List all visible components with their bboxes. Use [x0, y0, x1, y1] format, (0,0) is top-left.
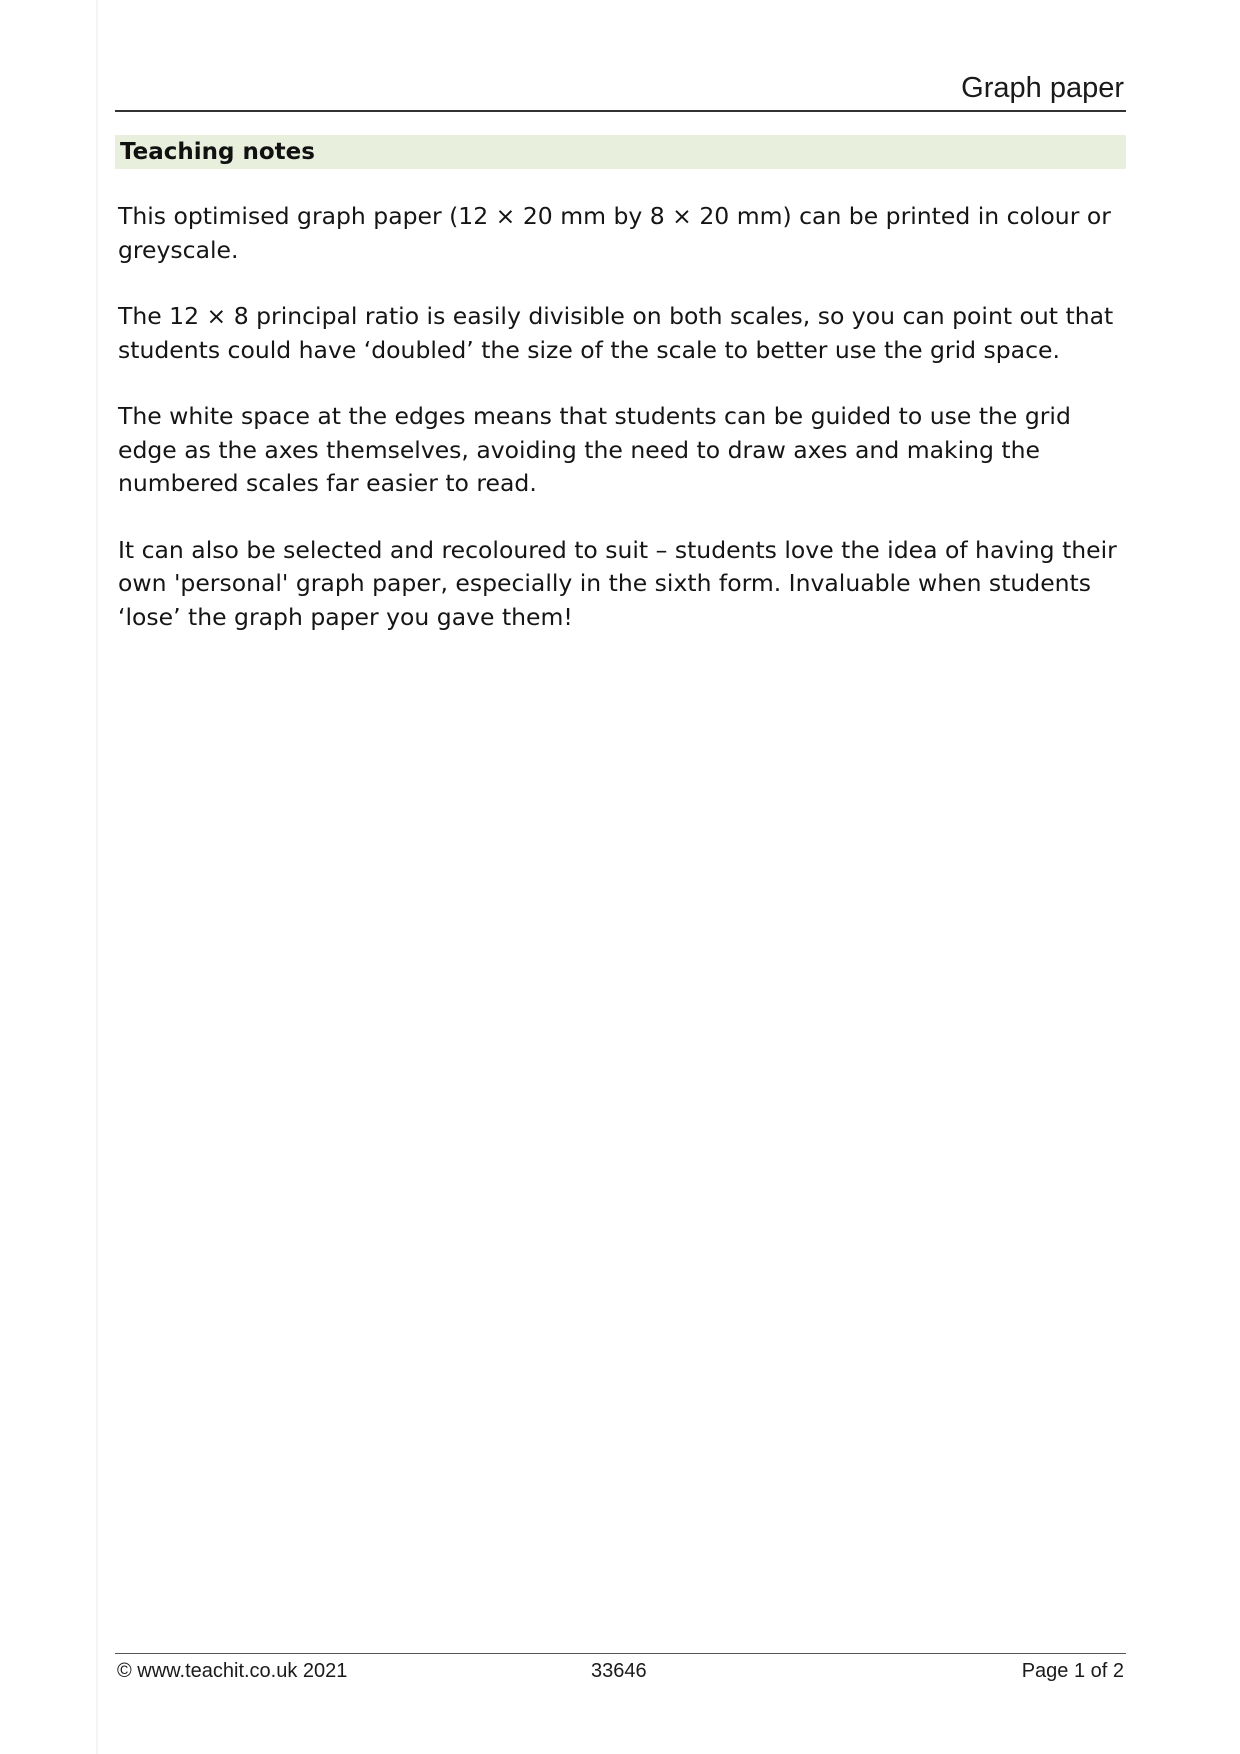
footer-resource-id: 33646 [591, 1660, 647, 1682]
paragraph: The 12 × 8 principal ratio is easily divisible on both scales, so you can point out that students could have ‘doubled’ the size of the scale to better use the grid space. [118, 302, 1114, 364]
paragraph: The white space at the edges means that students can be guided to use the grid edge as the axes themselves, avoiding the need to draw axes and making the numbered scales far easier to read. [118, 402, 1071, 497]
page-edge [96, 0, 98, 1754]
page-footer [115, 1653, 1126, 1694]
body-text [118, 200, 1123, 667]
section-heading: Teaching notes [120, 139, 315, 165]
document-title: Graph paper [961, 72, 1124, 104]
footer-copyright: © www.teachit.co.uk 2021 [117, 1660, 348, 1682]
section-heading-bar [115, 135, 1126, 169]
paragraph: This optimised graph paper (12 × 20 mm by 8 × 20 mm) can be printed in colour or greyscale. [118, 202, 1111, 264]
footer-page-number: Page 1 of 2 [1021, 1660, 1124, 1682]
page-header [115, 70, 1126, 112]
paragraph: It can also be selected and recoloured to suit – students love the idea of having their own 'personal' graph paper, especially in the sixth form. Invaluable when students ‘lose’ the graph paper you gave them! [118, 535, 1117, 631]
